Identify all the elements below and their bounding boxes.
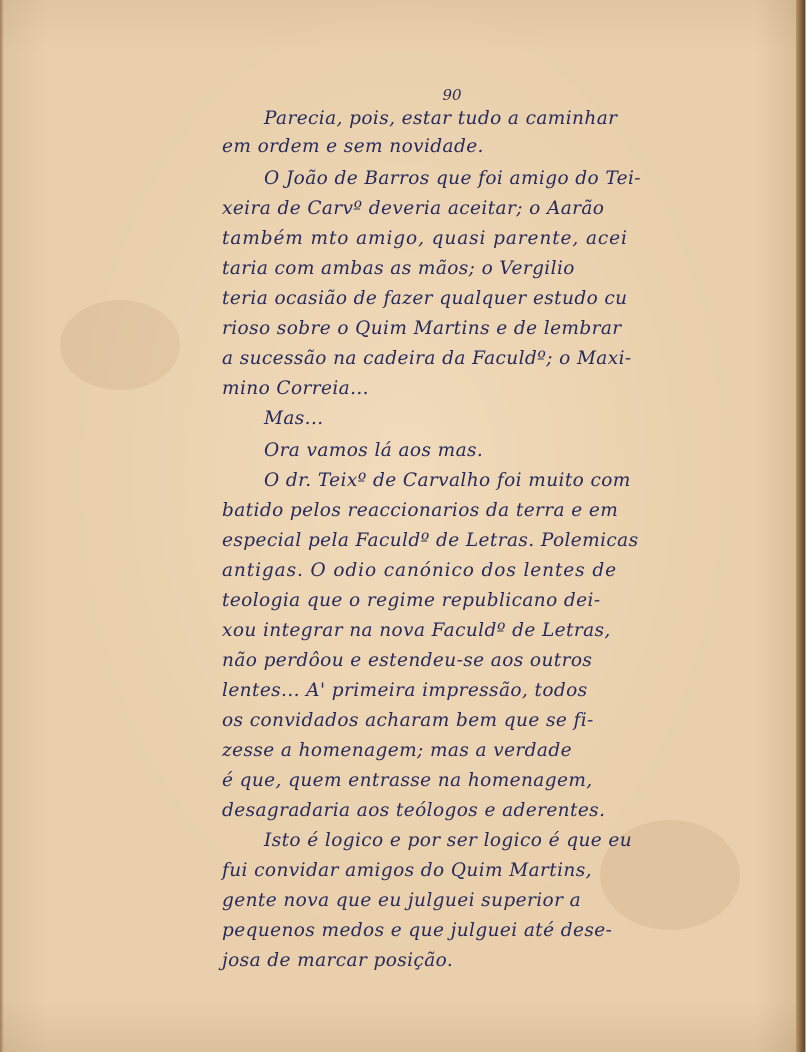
text-line: também mto amigo, quasi parente, acei [222,228,628,249]
text-line: teologia que o regime republicano dei- [222,590,601,611]
text-line: rioso sobre o Quim Martins e de lembrar [222,318,622,339]
text-line: taria com ambas as mãos; o Vergilio [222,258,575,279]
text-line: os convidados acharam bem que se fi- [222,710,594,731]
text-line: não perdôou e estendeu-se aos outros [222,650,593,671]
text-line: Ora vamos lá aos mas. [264,440,484,461]
text-line: fui convidar amigos do Quim Martins, [222,860,592,881]
text-line: O João de Barros que foi amigo do Tei- [264,168,641,189]
text-line: pequenos medos e que julguei até dese- [222,920,613,941]
text-line: josa de marcar posição. [222,950,454,971]
text-line: xeira de Carvº deveria aceitar; o Aarão [222,198,605,219]
text-line: a sucessão na cadeira da Faculdº; o Maxi- [222,348,632,369]
text-line: xou integrar na nova Faculdº de Letras, [222,620,611,641]
text-line: Parecia, pois, estar tudo a caminhar [264,108,618,129]
text-line: mino Correia... [222,378,369,399]
text-line: lentes... A' primeira impressão, todos [222,680,588,701]
text-line: zesse a homenagem; mas a verdade [222,740,572,761]
page-number: 90 [442,86,462,104]
text-line: teria ocasião de fazer qualquer estudo cu [222,288,628,309]
text-line: especial pela Faculdº de Letras. Polemicas [222,530,639,551]
text-line: desagradaria aos teólogos e aderentes. [222,800,606,821]
text-line: em ordem e sem novidade. [222,136,484,157]
text-line: antigas. O odio canónico dos lentes de [222,560,617,581]
text-line: é que, quem entrasse na homenagem, [222,770,593,791]
text-line: O dr. Teixº de Carvalho foi muito com [264,470,631,491]
text-line: gente nova que eu julguei superior a [222,890,582,911]
text-line: Isto é logico e por ser logico é que eu [264,830,633,851]
text-line: Mas... [264,408,324,429]
text-line: batido pelos reaccionarios da terra e em [222,500,619,521]
